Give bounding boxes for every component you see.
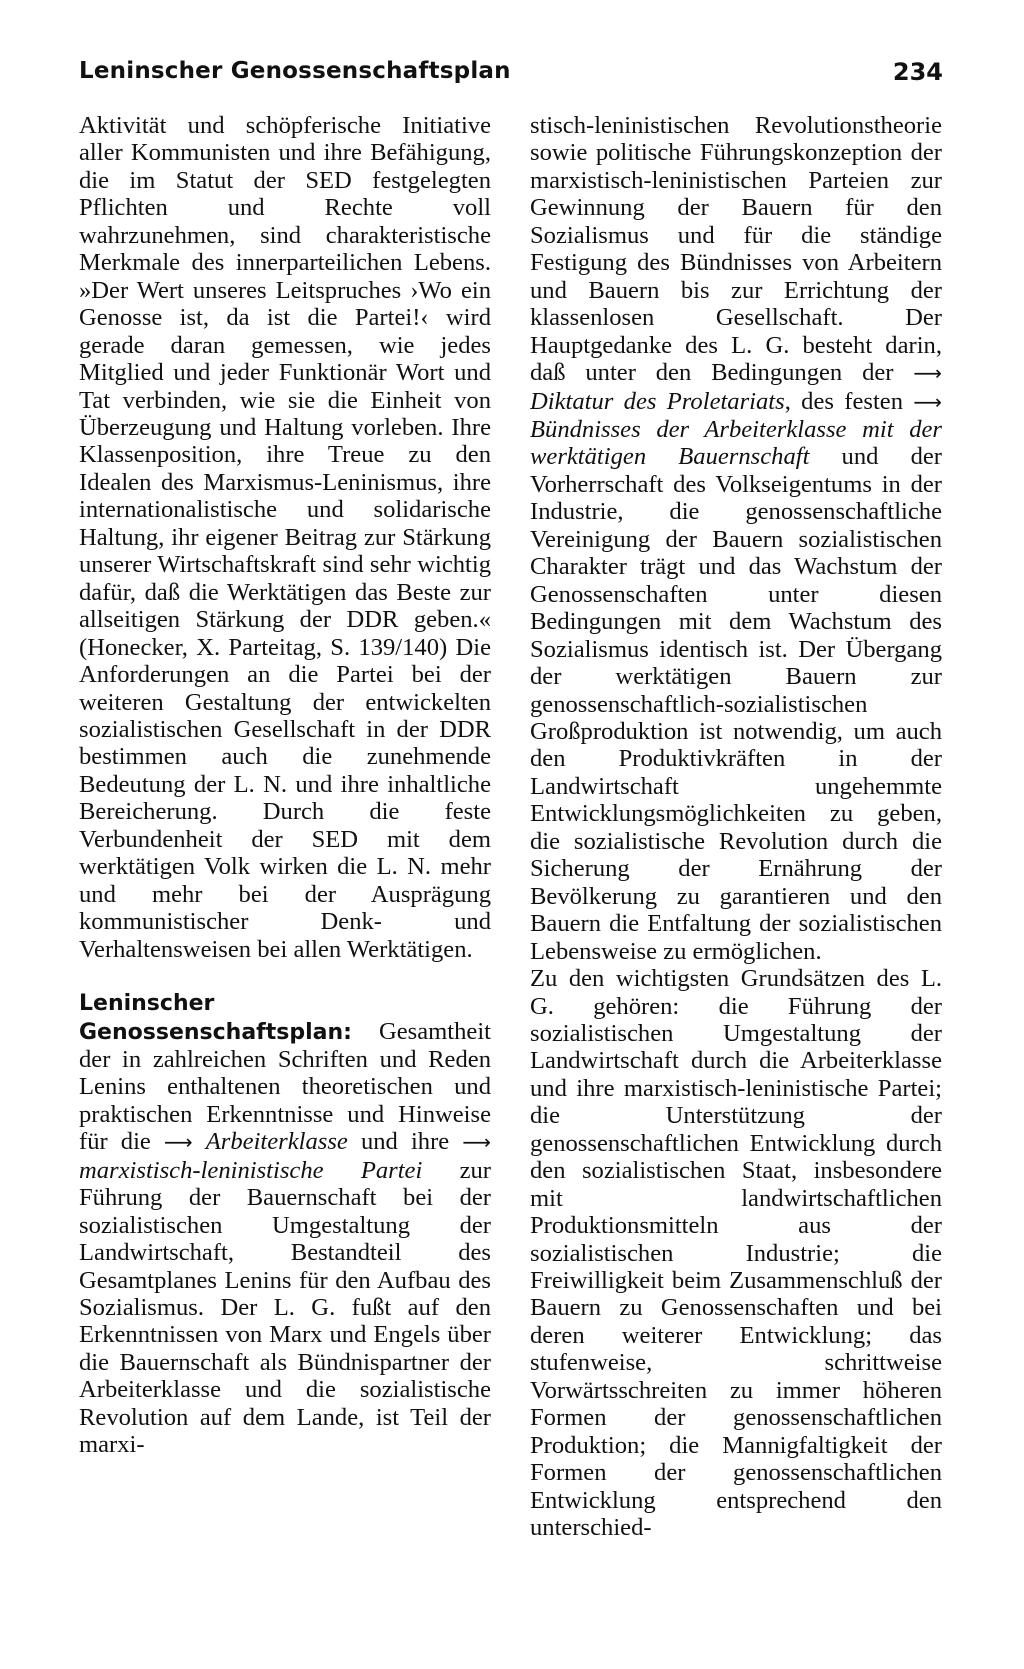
cross-reference[interactable]: Arbeiterklasse [205,1128,348,1156]
entry-text-part: und ihre [347,1128,463,1156]
cross-reference-arrow-icon: ⟶ [163,1130,193,1155]
cross-reference-arrow-icon: ⟶ [913,389,942,414]
entry-text-part: stisch-leninistischen Revolutionstheorie sowie politische Führungskonzeption der marxistisch-leninistischen Parteien zur Gewinnung der Bauern für den Sozialismus und für die ständige Festigung des Bündnisses von Arbeitern und Bauern bis zur Errichtung der klassenlosen Gesellschaft. Der Hauptgedanke des L. G. besteht darin, daß unter den Bedingungen der [530,112,942,387]
paragraph: Zu den wichtigsten Grundsätzen des L. G. gehören: die Führung der sozialistischen Umgestaltung der Landwirtschaft durch die Arbeiterklasse und ihre marxistisch-leninistische Partei; die Unterstützung der genossenschaftlichen Entwicklung durch den sozialistischen Staat, insbesondere mit landwirtschaftlichen Produktionsmitteln aus der sozialistischen Industrie; die Freiwilligkeit beim Zusammenschluß der Bauern zu Genossenschaften und bei deren weiterer Entwicklung; das stufenweise, schrittweise Vorwärtsschreiten zu immer höheren Formen der genossenschaftlichen Produktion; die Mannigfaltigkeit der Formen der genossenschaftlichen Entwicklung entsprechend den unterschied- [530,965,942,1542]
cross-reference[interactable]: Diktatur des Proletariats [530,387,785,415]
entry-text-part: und der Vorherrschaft des Volkseigentums in der Industrie, die genossenschaftliche Vereinigung der Bauern sozialistischen Charakter trägt und das Wachstum der Genossenschaften unter diesen Bedingungen mit dem Wachstum des Sozialismus identisch ist. Der Übergang der werktätigen Bauern zur genossenschaftlich-sozialistischen Großproduktion ist notwendig, um auch den Produktivkräften in der Landwirtschaft ungehemmte Entwicklungsmöglichkeiten zu geben, die sozialistische Revolution durch die Sicherung der Ernährung der Bevölkerung zu garantieren und den Bauern die Entfaltung der sozialistischen Lebensweise zu ermöglichen. [530,443,942,965]
entry-text-part: Gesamtheit der in zahlreichen Schriften und Reden Lenins enthaltenen theoretischen und praktischen Erkenntnisse und Hinweise für die [79,1017,491,1156]
page-header [79,58,943,98]
left-column [79,112,491,1632]
paragraph-continued [530,112,942,965]
cross-reference[interactable]: marxistisch-leninistische Partei [79,1156,423,1184]
running-head-title: Leninscher Genossenschaftsplan [79,58,511,84]
cross-reference[interactable]: Bündnisses der Arbeiterklasse mit der werktätigen Bauernschaft [530,415,942,471]
right-column [530,112,942,1632]
entry-term: Leninscher Genossenschaftsplan: [79,991,352,1045]
cross-reference-arrow-icon: ⟶ [913,361,942,386]
paragraph-continued: Aktivität und schöpferische Initiative aller Kommunisten und ihre Befähigung, die im Statut der SED festgelegten Pflichten und Rechte voll wahrzunehmen, sind charakteristische Merkmale des innerparteilichen Lebens. »Der Wert unseres Leitspruches ›Wo ein Genosse ist, da ist die Partei!‹ wird gerade daran gemessen, wie jedes Mitglied und jeder Funktionär Wort und Tat verbinden, wie sie die Einheit von Überzeugung und Haltung vorleben. Ihre Klassenposition, ihre Treue zu den Idealen des Marxismus-Leninismus, ihre internationalistische und solidarische Haltung, ihr eigener Beitrag zur Stärkung unserer Wirtschaftskraft sind sehr wichtig dafür, daß die Werktätigen das Beste zur allseitigen Stärkung der DDR geben.« (Honecker, X. Parteitag, S. 139/140) Die Anforderungen an die Partei bei der weiteren Gestaltung der entwickelten sozialistischen Gesellschaft in der DDR bestimmen auch die zunehmende Bedeutung der L. N. und ihre inhaltliche Bereicherung. Durch die feste Verbundenheit der SED mit dem werktätigen Volk wirken die L. N. mehr und mehr bei der Ausprägung kommunistischer Denk- und Verhaltensweisen bei allen Werktätigen. [79,112,491,963]
page-number: 234 [892,58,943,86]
dictionary-entry [79,989,491,1459]
entry-text-part: , des festen [784,387,914,415]
cross-reference-arrow-icon: ⟶ [462,1130,491,1155]
entry-text-part: zur Führung der Bauernschaft bei der sozialistischen Umgestaltung der Landwirtschaft, Bestandteil des Gesamtplanes Lenins für den Aufbau des Sozialismus. Der L. G. fußt auf den Erkenntnissen von Marx und Engels über die Bauernschaft als Bündnispartner der Arbeiterklasse und die sozialistische Revolution auf dem Lande, ist Teil der marxi- [79,1156,491,1459]
